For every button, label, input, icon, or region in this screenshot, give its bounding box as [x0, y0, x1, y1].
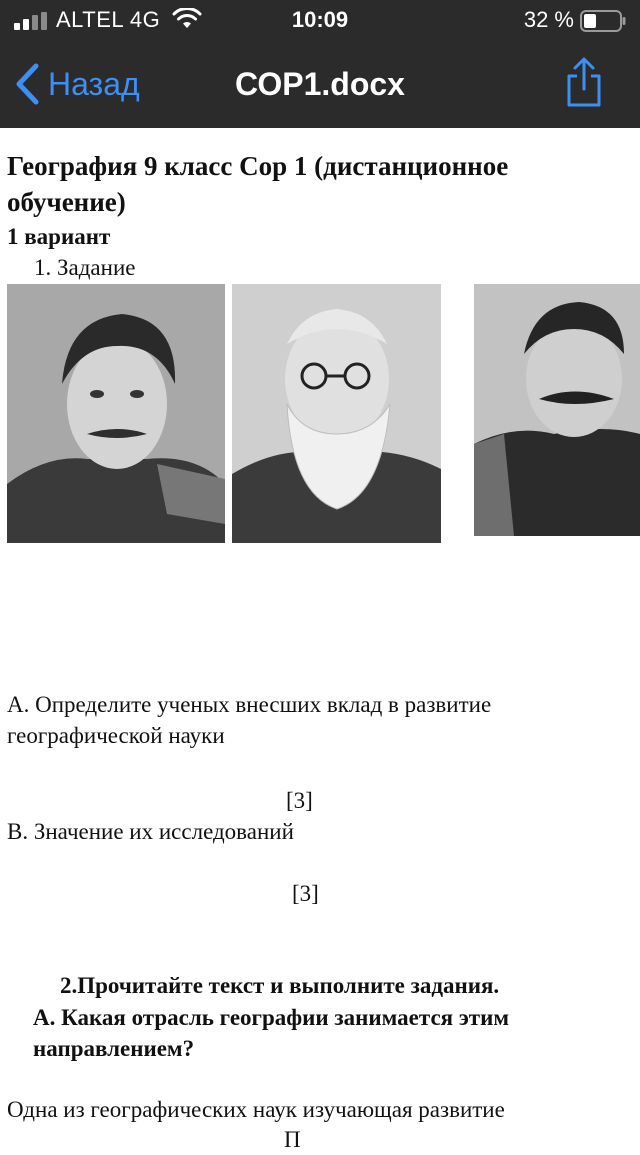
status-time: 10:09: [291, 7, 349, 32]
top-bar: [0, 0, 640, 128]
question-b: В. Значение их исследований: [7, 819, 294, 844]
portrait-scientist-3: [474, 284, 640, 536]
share-icon[interactable]: [564, 56, 604, 108]
document-title: СОР1.docx: [235, 66, 405, 102]
document-body[interactable]: [0, 128, 640, 1152]
paragraph-line-2: П: [284, 1127, 301, 1152]
variant-heading: 1 вариант: [7, 224, 111, 249]
score-a: [3]: [286, 788, 313, 813]
battery-percent: 32 %: [523, 7, 574, 32]
status-bar: [0, 0, 640, 40]
doc-heading: География 9 класс Сор 1 (дистанционное обучение): [7, 151, 509, 217]
portrait-scientist-2: [232, 284, 441, 543]
paragraph-line-1: Одна из географических наук изучающая развитие: [7, 1097, 505, 1122]
navigation-bar: [0, 50, 640, 120]
back-button-label: Назад: [48, 65, 140, 102]
portrait-scientist-1: [7, 284, 225, 543]
task-2-heading: 2.Прочитайте текст и выполните задания.: [60, 973, 500, 998]
task-2-question-a: А. Какая отрасль географии занимается этим направлением?: [33, 1005, 510, 1061]
score-b: [3]: [292, 881, 319, 906]
question-a: А. Определите ученых внесших вклад в развитие географической науки: [7, 692, 492, 748]
battery-icon: [580, 10, 626, 32]
task-1-label: 1. Задание: [34, 255, 136, 280]
carrier-label: ALTEL 4G: [56, 7, 161, 32]
